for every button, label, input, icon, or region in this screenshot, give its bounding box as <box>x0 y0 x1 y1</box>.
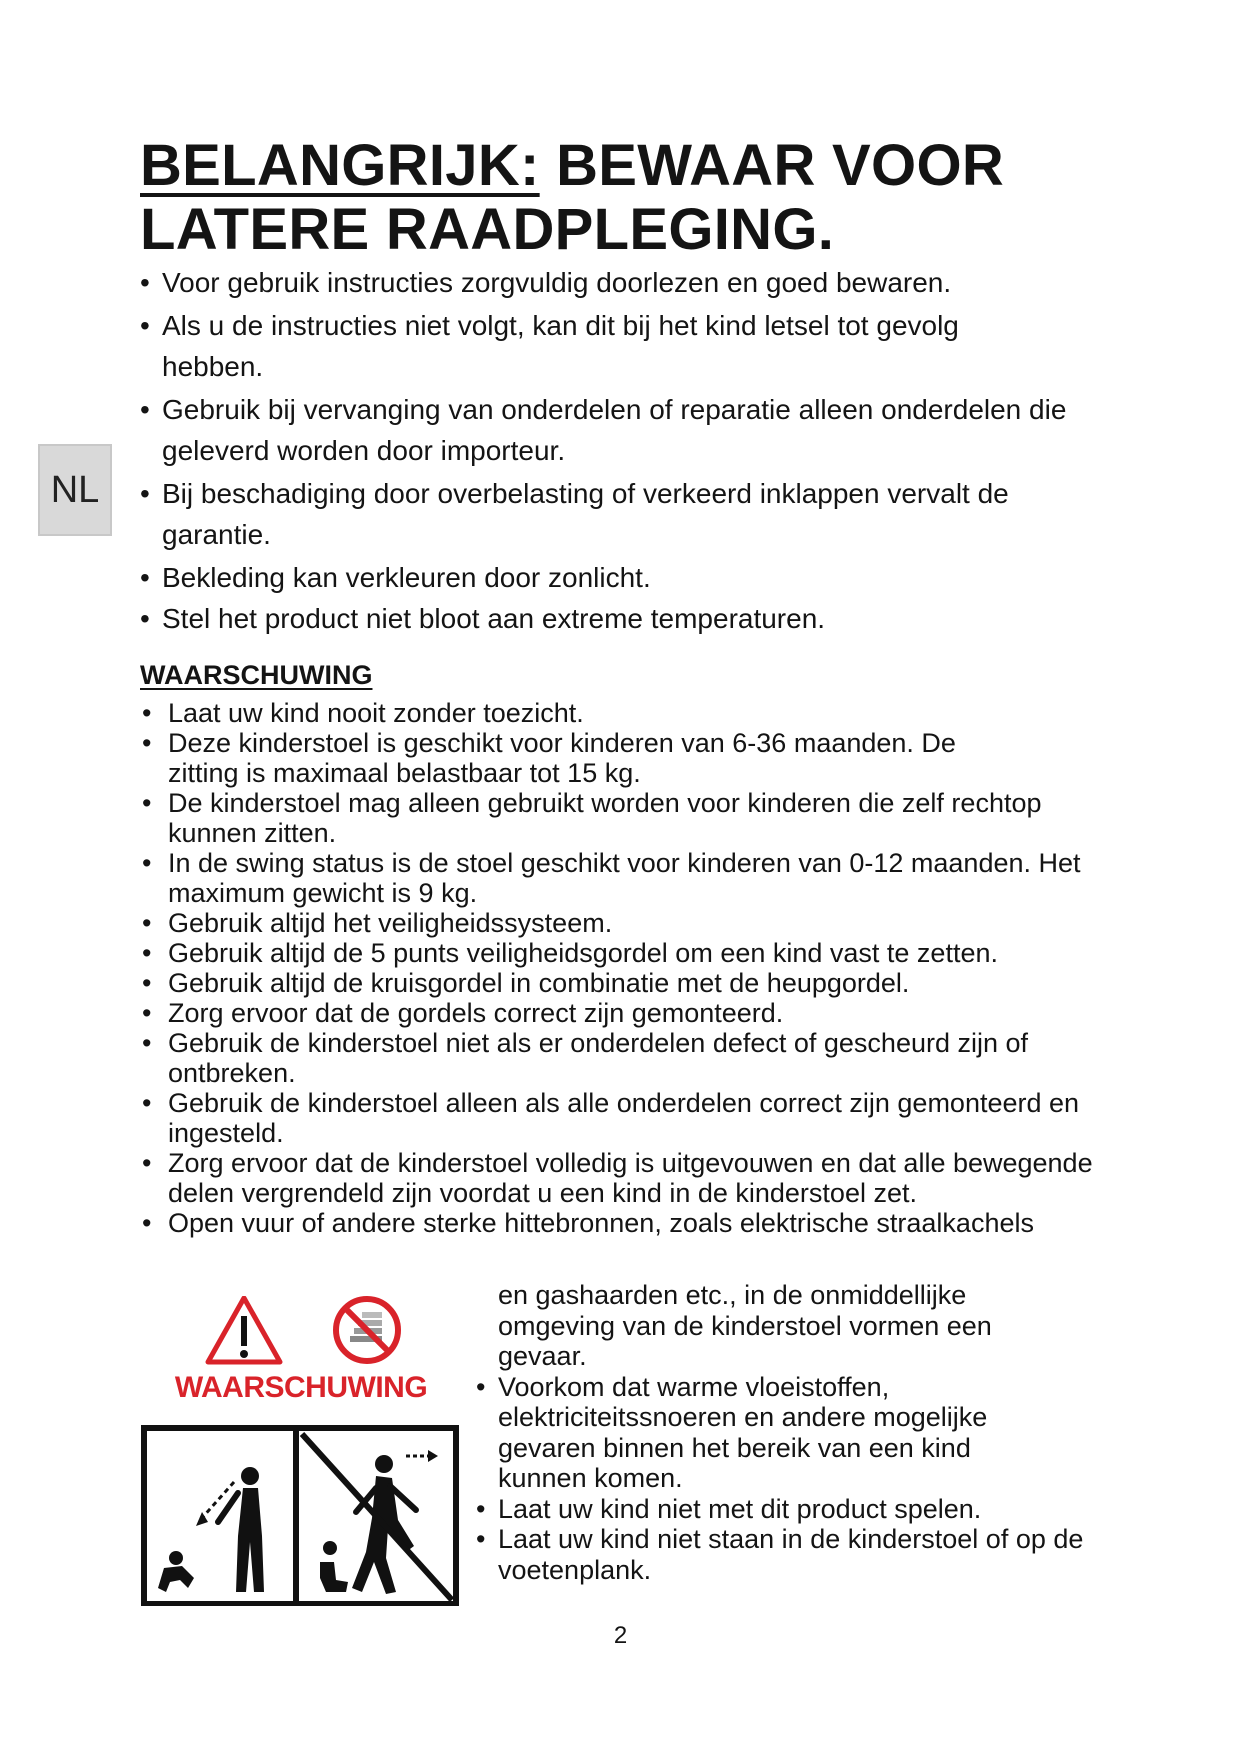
list-item: • Laat uw kind niet staan in de kinderstoel of op de voetenplank. <box>476 1524 1118 1585</box>
list-item: • Open vuur of andere sterke hittebronnen, zoals elektrische straalkachels <box>142 1208 1142 1238</box>
child-walking-icon <box>302 1434 452 1600</box>
important-list <box>140 262 1140 639</box>
list-item: • Laat uw kind niet met dit product spelen. <box>476 1494 1116 1525</box>
child-supervision-icon <box>144 1428 456 1604</box>
side-warning-list <box>476 1280 1116 1585</box>
title-keep: BEWAAR VOOR LATERE RAADPLEGING. <box>140 133 1005 262</box>
list-item: • Gebruik altijd de 5 punts veiligheidsgordel om een kind vast te zetten. <box>142 938 1142 968</box>
list-item: • Laat uw kind nooit zonder toezicht. <box>142 698 1142 728</box>
list-item: • Gebruik de kinderstoel alleen als alle onderdelen correct zijn gemonteerd en ingesteld. <box>142 1088 1168 1148</box>
list-item: • Bekleding kan verkleuren door zonlicht. <box>140 557 1140 598</box>
list-item: • Gebruik altijd de kruisgordel in combinatie met de heupgordel. <box>142 968 1142 998</box>
language-tab-label: NL <box>50 468 100 511</box>
list-item: • Stel het product niet bloot aan extreme temperaturen. <box>140 598 1140 639</box>
list-item: • Bij beschadiging door overbelasting of verkeerd inklappen vervalt de garantie. <box>140 473 1092 555</box>
warning-heading: WAARSCHUWING <box>140 660 373 690</box>
list-item: • Zorg ervoor dat de kinderstoel volledig is uitgevouwen en dat alle bewegende delen vergrendeld zijn voordat u een kind in de kinderstoel zet. <box>142 1148 1098 1208</box>
language-tab <box>38 444 112 536</box>
list-item: • Gebruik altijd het veiligheidssysteem. <box>142 908 1142 938</box>
warning-list <box>142 698 1142 1238</box>
warning-graphic <box>140 1296 462 1606</box>
list-item: • Voor gebruik instructies zorgvuldig doorlezen en goed bewaren. <box>140 262 1140 303</box>
list-item: • Deze kinderstoel is geschikt voor kinderen van 6-36 maanden. De zitting is maximaal belastbaar tot 15 kg. <box>142 728 998 788</box>
list-item: • Gebruik bij vervanging van onderdelen of reparatie alleen onderdelen die geleverd worden door importeur. <box>140 389 1082 471</box>
list-item: • Gebruik de kinderstoel niet als er onderdelen defect of gescheurd zijn of ontbreken. <box>142 1028 1128 1088</box>
list-item: • De kinderstoel mag alleen gebruikt worden voor kinderen die zelf rechtop kunnen zitten. <box>142 788 1068 848</box>
list-item: • Voorkom dat warme vloeistoffen, elektriciteitssnoeren en andere mogelijke gevaren binnen het bereik van een kind kunnen komen. <box>476 1372 1038 1494</box>
graphic-warning-label: WAARSCHUWING <box>174 1371 428 1404</box>
list-item-continuation: en gashaarden etc., in de onmiddellijke omgeving van de kinderstoel vormen een gevaar. <box>498 1280 992 1371</box>
list-item: • In de swing status is de stoel geschikt voor kinderen van 0-12 maanden. Het maximum gewicht is 9 kg. <box>142 848 1148 908</box>
page-title <box>140 134 1140 262</box>
list-item: • Als u de instructies niet volgt, kan dit bij het kind letsel tot gevolg hebben. <box>140 305 1062 387</box>
page-number: 2 <box>613 1622 628 1649</box>
adult-watching-child-icon <box>158 1467 264 1592</box>
list-item: • Zorg ervoor dat de gordels correct zijn gemonteerd. <box>142 998 1142 1028</box>
title-important: BELANGRIJK: <box>140 133 540 198</box>
no-climbing-icon <box>336 1299 398 1361</box>
warning-triangle-icon <box>208 1298 280 1362</box>
